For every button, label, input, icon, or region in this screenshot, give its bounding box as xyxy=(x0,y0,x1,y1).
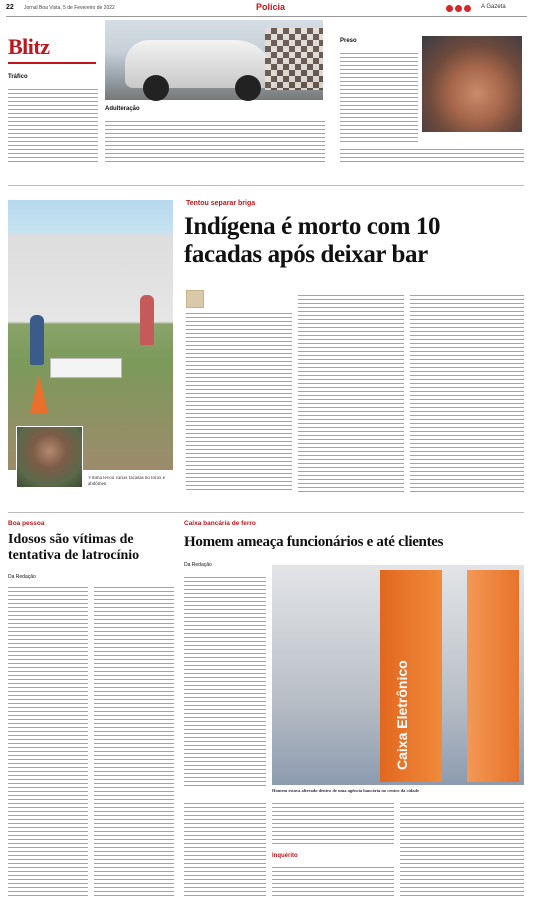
story3-col3-text xyxy=(400,800,524,896)
headline-line: Indígena é morto com 10 xyxy=(184,213,441,240)
social-icons xyxy=(446,5,473,14)
story3-col1-text-cont xyxy=(184,800,266,896)
main-kicker: Tentou separar briga xyxy=(186,200,256,207)
page-header xyxy=(6,2,527,17)
victim-portrait xyxy=(16,426,83,488)
blitz-item1-kicker: Tráfico xyxy=(8,74,28,80)
story3-col1-text xyxy=(184,574,266,786)
blitz-title: Blitz xyxy=(8,34,50,59)
headline-line: Idosos são vítimas de xyxy=(8,532,134,547)
main-headline xyxy=(184,213,529,269)
instagram-icon xyxy=(455,5,462,12)
story3-byline: Da Redação xyxy=(184,562,212,568)
handcuffs-photo xyxy=(422,36,522,132)
divider xyxy=(8,185,524,186)
blitz-item3-text xyxy=(340,50,418,142)
car-wheel xyxy=(235,75,261,101)
author-avatar xyxy=(186,290,204,308)
coffin xyxy=(50,358,122,378)
car-wheel xyxy=(143,75,169,101)
story3-headline: Homem ameaça funcionários e até clientes xyxy=(184,534,444,550)
bystander-figure xyxy=(140,295,154,345)
orange-panel xyxy=(380,570,442,782)
blitz-item2-kicker: Adulteração xyxy=(105,106,140,112)
brand-name: A Gazeta xyxy=(481,4,506,10)
blitz-item2-text xyxy=(105,118,325,164)
blitz-item3-text-cont xyxy=(340,146,524,164)
main-col2-text xyxy=(298,292,404,492)
headline-line: tentativa de latrocínio xyxy=(8,548,140,563)
story2-byline: Da Redação xyxy=(8,574,36,580)
story3-subhead: Inquérito xyxy=(272,853,298,859)
officer-figure xyxy=(30,315,44,365)
main-col3-text xyxy=(410,292,524,492)
car-photo xyxy=(105,20,323,100)
story3-col2-text xyxy=(272,800,394,846)
crime-scene-photo xyxy=(8,200,173,470)
bank-agency-photo xyxy=(272,565,524,785)
story3-kicker: Caixa bancária de ferro xyxy=(184,520,256,527)
section-title: Polícia xyxy=(256,2,286,12)
censored-plate xyxy=(265,28,323,90)
divider xyxy=(8,512,524,513)
facebook-icon xyxy=(446,5,453,12)
story2-col1-text xyxy=(8,584,88,896)
traffic-cone xyxy=(30,375,48,413)
headline-line: facadas após deixar bar xyxy=(184,241,428,268)
blitz-item1-text xyxy=(8,86,98,164)
twitter-icon xyxy=(464,5,471,12)
bank-photo-caption: Homem estava alterado dentro de uma agência bancária no centro da cidade xyxy=(272,788,419,793)
orange-panel xyxy=(467,570,519,782)
photo-caption: Vítima levou várias facadas no tórax e abdômen xyxy=(88,476,165,487)
page-number: 22 xyxy=(6,4,14,11)
blitz-rule xyxy=(8,62,96,64)
story3-col2-text-cont xyxy=(272,864,394,896)
blitz-item3-kicker: Preso xyxy=(340,38,357,44)
story2-kicker: Boa pessoa xyxy=(8,520,45,527)
edition-date: Jornal Boa Vista, 5 de Fevereiro de 2022 xyxy=(24,5,115,11)
bank-sign: Caixa Eletrônico xyxy=(394,660,410,770)
story2-col2-text xyxy=(94,584,174,896)
story2-headline xyxy=(8,532,178,564)
main-col1-text xyxy=(186,310,292,492)
